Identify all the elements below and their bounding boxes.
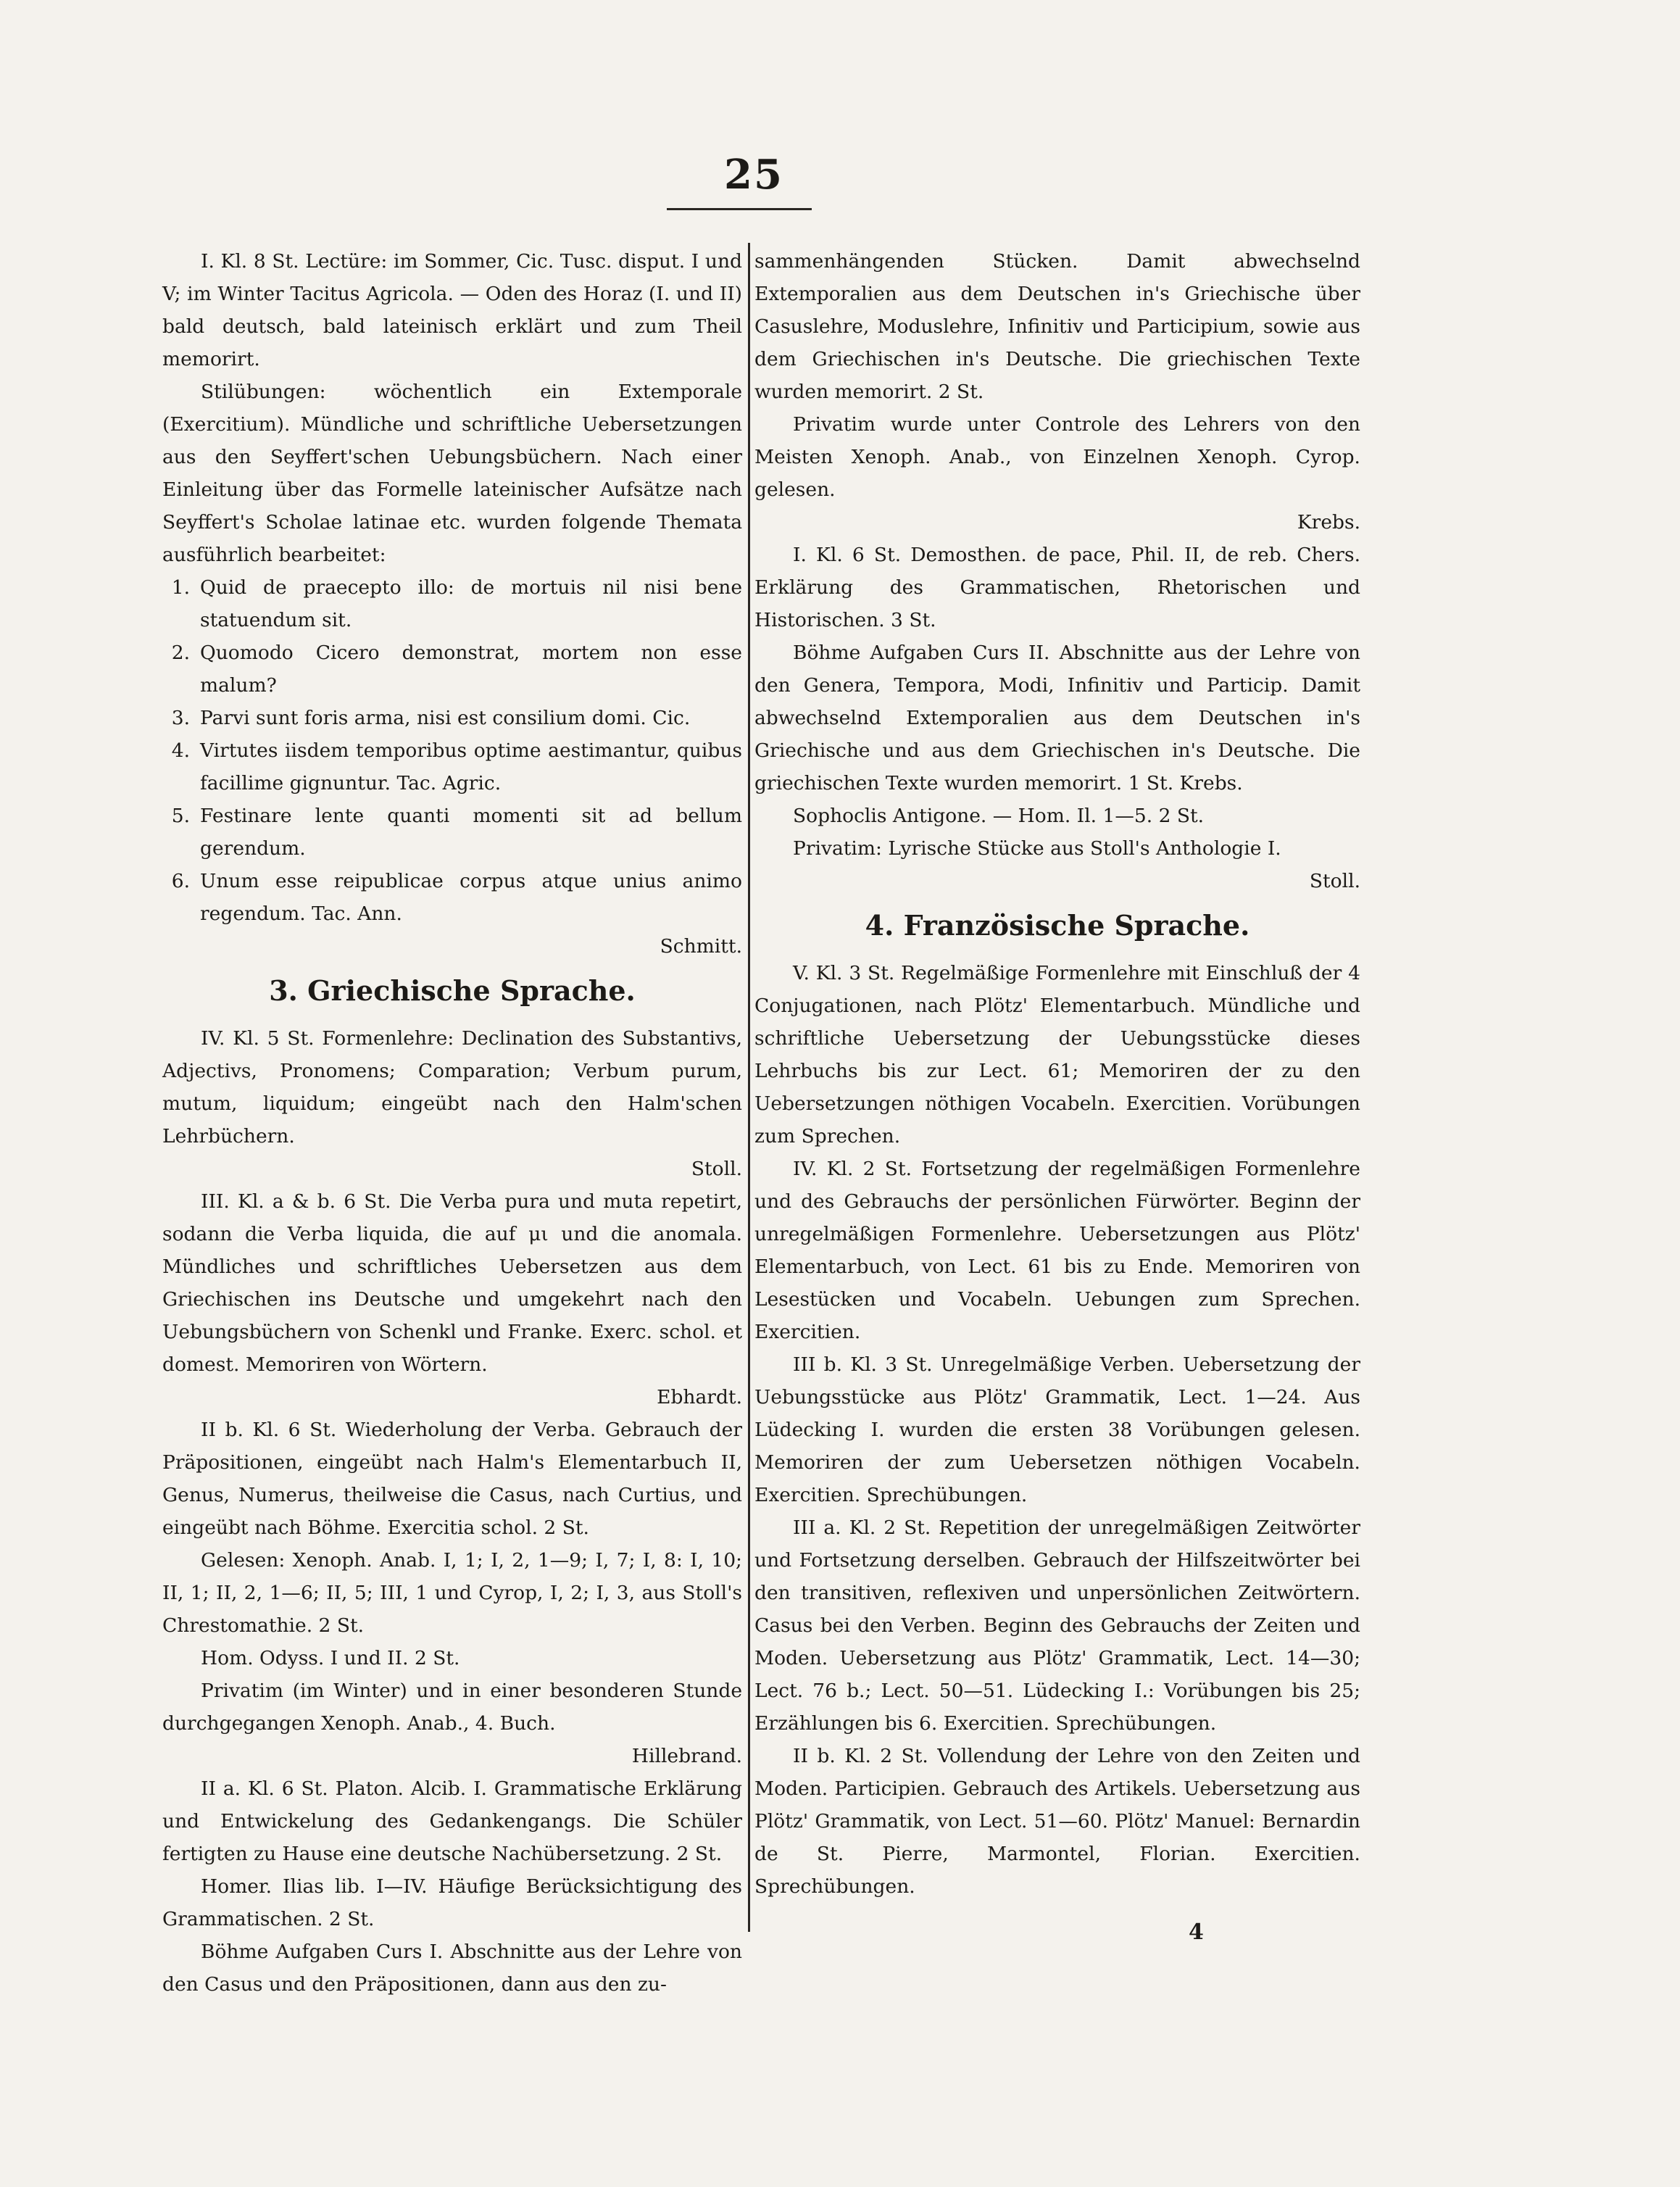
greek-private-teacher: Krebs. — [1297, 511, 1360, 534]
right-column — [754, 245, 1360, 1903]
greek-private: Privatim wurde unter Controle des Lehrers von den Meisten Xenoph. Anab., von Einzelnen Xenoph. Cyrop. gelesen. — [754, 413, 1360, 501]
latin-paragraph-1: I. Kl. 8 St. Lectüre: im Sommer, Cic. Tusc. disput. I und V; im Winter Tacitus Agricola. — Oden des Horaz (I. und II) bald deutsch, bald lateinisch erklärt und zum Theil memorirt. — [162, 250, 742, 370]
french-heading: 4. Französische Sprache. — [865, 909, 1250, 942]
greek-iib-homer: Hom. Odyss. I und II. 2 St. — [201, 1647, 460, 1669]
list-item: 6. Unum esse reipublicae corpus atque unius animo regendum. Tac. Ann. — [171, 870, 742, 925]
greek-boehme-2: Böhme Aufgaben Curs II. Abschnitte aus der Lehre von den Genera, Tempora, Modi, Infinitiv und Particip. Damit abwechselnd Extemporalien aus dem Deutschen in's Griechische und aus dem Griechischen in's Deutsche. Die griechischen Texte wurden memorirt. 1 St. Krebs. — [754, 642, 1360, 794]
latin-paragraph-2: Stilübungen: wöchentlich ein Extemporale (Exercitium). Mündliche und schriftliche Uebersetzungen aus den Seyffert'schen Uebungsbüchern. Nach einer Einleitung über das Formelle lateinischer Aufsätze nach Seyffert's Scholae latinae etc. wurden folgende Themata ausführlich bearbeitet: — [162, 381, 742, 566]
list-item: 1. Quid de praecepto illo: de mortuis nil nisi bene statuendum sit. — [171, 576, 742, 631]
greek-i-kl: I. Kl. 6 St. Demosthen. de pace, Phil. II, de reb. Chers. Erklärung des Grammatischen, Rhetorischen und Historischen. 3 St. — [754, 544, 1360, 631]
french-iv: IV. Kl. 2 St. Fortsetzung der regelmäßigen Formenlehre und des Gebrauchs der persönlichen Fürwörter. Beginn der unregelmäßigen Formenlehre. Uebersetzungen aus Plötz' Elementarbuch, von Lect. 61 bis zu Ende. Memoriren von Lesestücken und Vocabeln. Uebungen zum Sprechen. Exercitien. — [754, 1158, 1360, 1343]
greek-private-2: Privatim: Lyrische Stücke aus Stoll's Anthologie I. — [793, 837, 1281, 860]
greek-iia: II a. Kl. 6 St. Platon. Alcib. I. Grammatische Erklärung und Entwickelung des Gedankengangs. Die Schüler fertigten zu Hause eine deutsche Nachübersetzung. 2 St. — [162, 1777, 742, 1865]
greek-iib-private: Privatim (im Winter) und in einer besonderen Stunde durchgegangen Xenoph. Anab., 4. Buch. — [162, 1680, 742, 1735]
greek-sophocles: Sophoclis Antigone. — Hom. Il. 1—5. 2 St. — [793, 805, 1205, 827]
list-item: 4. Virtutes iisdem temporibus optime aestimantur, quibus facillime gignuntur. Tac. Agric. — [171, 739, 742, 794]
greek-iii-teacher: Ebhardt. — [657, 1386, 742, 1408]
greek-private-2-teacher: Stoll. — [1309, 870, 1360, 892]
list-item: 3. Parvi sunt foris arma, nisi est consilium domi. Cic. — [171, 707, 691, 729]
list-item: 2. Quomodo Cicero demonstrat, mortem non esse malum? — [171, 642, 742, 697]
greek-iib: II b. Kl. 6 St. Wiederholung der Verba. Gebrauch der Präpositionen, eingeübt nach Halm's Elementarbuch II, Genus, Numerus, theilweise die Casus, nach Curtius, und eingeübt nach Böhme. Exercitia schol. 2 St. — [162, 1419, 742, 1539]
french-iib: II b. Kl. 2 St. Vollendung der Lehre von den Zeiten und Moden. Participien. Gebrauch des Artikels. Uebersetzung aus Plötz' Grammatik, von Lect. 51—60. Plötz' Manuel: Bernardin de St. Pierre, Marmontel, Florian. Exercitien. Sprechübungen. — [754, 1745, 1360, 1898]
greek-iv: IV. Kl. 5 St. Formenlehre: Declination des Substantivs, Adjectivs, Pronomens; Comparation; Verbum purum, mutum, liquidum; eingeübt nach den Halm'schen Lehrbüchern. — [162, 1027, 742, 1148]
greek-iia-boehme: Böhme Aufgaben Curs I. Abschnitte aus der Lehre von den Casus und den Präpositionen, dann aus den zu- — [162, 1941, 742, 1996]
left-column — [162, 245, 742, 2001]
column-divider — [748, 243, 750, 1932]
greek-continuation: sammenhängenden Stücken. Damit abwechselnd Extemporalien aus dem Deutschen in's Griechische über Casuslehre, Moduslehre, Infinitiv und Participium, sowie aus dem Griechischen in's Deutsche. Die griechischen Texte wurden memorirt. 2 St. — [754, 250, 1360, 403]
french-v: V. Kl. 3 St. Regelmäßige Formenlehre mit Einschluß der 4 Conjugationen, nach Plötz' Elementarbuch. Mündliche und schriftliche Uebersetzung der Uebungsstücke dieses Lehrbuchs bis zur Lect. 61; Memoriren der zu den Uebersetzungen nöthigen Vocabeln. Exercitien. Vorübungen zum Sprechen. — [754, 962, 1360, 1148]
french-iiia: III a. Kl. 2 St. Repetition der unregelmäßigen Zeitwörter und Fortsetzung derselben. Gebrauch der Hilfszeitwörter bei den transitiven, reflexiven und unpersönlichen Zeitwörtern. Casus bei den Verben. Beginn des Gebrauchs der Zeiten und Moden. Uebersetzung aus Plötz' Grammatik, Lect. 14—30; Lect. 76 b.; Lect. 50—51. Lüdecking I.: Vorübungen bis 25; Erzählungen bis 6. Exercitien. Sprechübungen. — [754, 1516, 1360, 1735]
greek-heading: 3. Griechische Sprache. — [269, 974, 636, 1007]
header-rule — [667, 208, 812, 210]
signature-mark: 4 — [1189, 1920, 1204, 1945]
french-iiib: III b. Kl. 3 St. Unregelmäßige Verben. Uebersetzung der Uebungsstücke aus Plötz' Grammatik, Lect. 1—24. Aus Lüdecking I. wurden die ersten 38 Vorübungen gelesen. Memoriren der zum Uebersetzen nöthigen Vocabeln. Exercitien. Sprechübungen. — [754, 1353, 1360, 1506]
greek-iia-homer: Homer. Ilias lib. I—IV. Häufige Berücksichtigung des Grammatischen. 2 St. — [162, 1875, 742, 1930]
page-number: 25 — [724, 151, 783, 199]
latin-themes-list — [162, 571, 742, 930]
greek-iib-read: Gelesen: Xenoph. Anab. I, 1; I, 2, 1—9; I, 7; I, 8: I, 10; II, 1; II, 2, 1—6; II, 5; III, 1 und Cyrop, I, 2; I, 3, aus Stoll's Chrestomathie. 2 St. — [162, 1549, 742, 1637]
greek-iib-teacher: Hillebrand. — [631, 1745, 742, 1767]
greek-iii: III. Kl. a & b. 6 St. Die Verba pura und muta repetirt, sodann die Verba liquida, die auf μι und die anomala. Mündliches und schriftliches Uebersetzen aus dem Griechischen ins Deutsche und umgekehrt nach den Uebungsbüchern von Schenkl und Franke. Exerc. schol. et domest. Memoriren von Wörtern. — [162, 1190, 742, 1376]
latin-teacher: Schmitt. — [660, 935, 742, 958]
list-item: 5. Festinare lente quanti momenti sit ad bellum gerendum. — [171, 805, 742, 860]
greek-iv-teacher: Stoll. — [691, 1158, 742, 1180]
